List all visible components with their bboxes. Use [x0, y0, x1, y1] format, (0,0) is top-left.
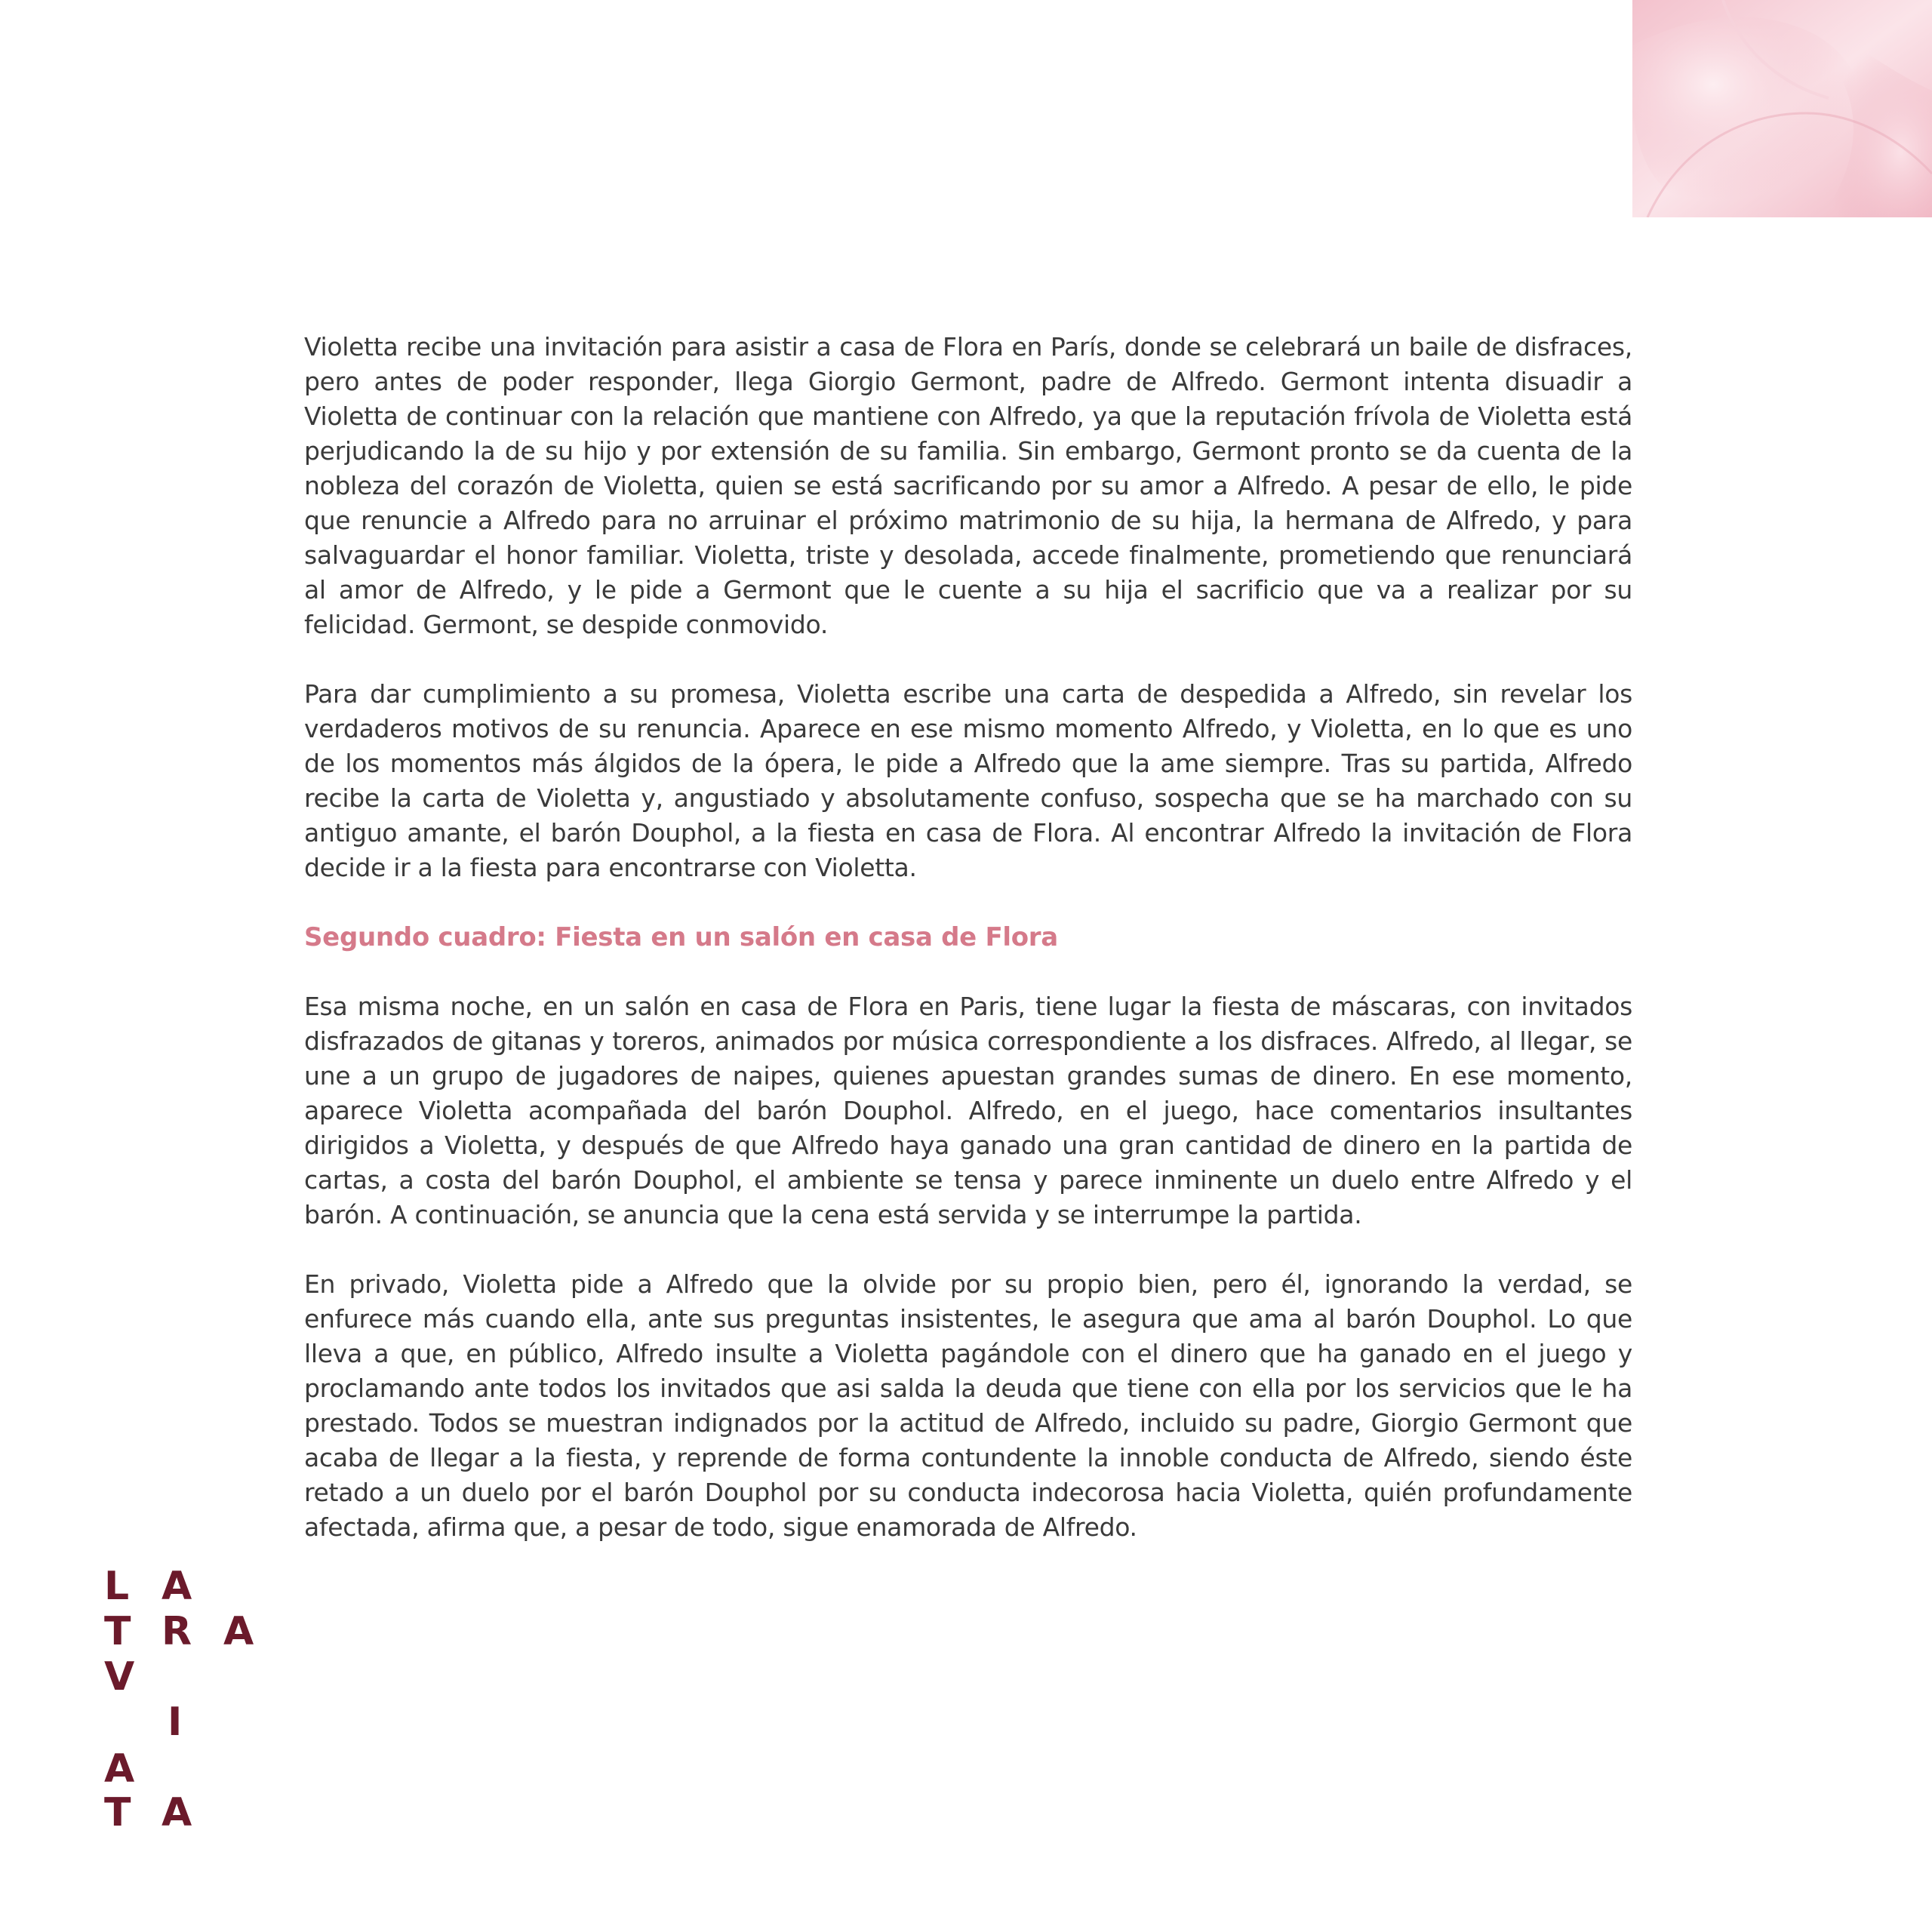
logo-letter: A — [162, 1790, 192, 1835]
logo-letter: T — [104, 1790, 131, 1835]
rose-petal-image — [1632, 0, 1932, 217]
logo-letter: A — [223, 1609, 254, 1654]
logo-letter: V — [104, 1654, 135, 1700]
section-heading: Segundo cuadro: Fiesta en un salón en casa de Flora — [304, 922, 1058, 952]
logo-letter: A — [162, 1564, 192, 1609]
paragraph-3: Esa misma noche, en un salón en casa de Flora en Paris, tiene lugar la fiesta de máscaras, con invitados disfrazados de gitanas y toreros, animados por música correspondiente a los disfraces. Alfredo, al llegar, se une a un grupo de jugadores de naipes, quienes apuestan grandes sumas de dinero. En ese momento, aparece Violetta acompañada del barón Douphol. Alfredo, en el juego, hace comentarios insultantes dirigidos a Violetta, y después de que Alfredo haya ganado una gran cantidad de dinero en la partida de cartas, a costa del barón Douphol, el ambiente se tensa y parece inminente un duelo entre Alfredo y el barón. A continuación, se anuncia que la cena está servida y se interrumpe la partida. — [304, 992, 1632, 1229]
la-traviata-logo — [104, 1564, 285, 1843]
paragraph-4: En privado, Violetta pide a Alfredo que la olvide por su propio bien, pero él, ignorando la verdad, se enfurece más cuando ella, ante sus preguntas insistentes, le asegura que ama al barón Douphol. Lo que lleva a que, en público, Alfredo insulte a Violetta pagándole con el dinero que ha ganado en el juego y proclamando ante todos los invitados que asi salda la deuda que tiene con ella por los servicios que le ha prestado. Todos se muestran indignados por la actitud de Alfredo, incluido su padre, Giorgio Germont que acaba de llegar a la fiesta, y reprende de forma contundente la innoble conducta de Alfredo, siendo éste retado a un duelo por el barón Douphol por su conducta indecorosa hacia Violetta, quién profundamente afectada, afirma que, a pesar de todo, sigue enamorada de Alfredo. — [304, 1269, 1632, 1542]
paragraph-2: Para dar cumplimiento a su promesa, Violetta escribe una carta de despedida a Alfredo, sin revelar los verdaderos motivos de su renuncia. Aparece en ese mismo momento Alfredo, y Violetta, en lo que es uno de los momentos más álgidos de la ópera, le pide a Alfredo que la ame siempre. Tras su partida, Alfredo recibe la carta de Violetta y, angustiado y absolutamente confuso, sospecha que se ha marchado con su antiguo amante, el barón Douphol, a la fiesta en casa de Flora. Al encontrar Alfredo la invitación de Flora decide ir a la fiesta para encontrarse con Violetta. — [304, 679, 1632, 882]
logo-letter: R — [162, 1609, 192, 1654]
logo-letter: L — [104, 1564, 130, 1609]
logo-letter: T — [104, 1609, 131, 1654]
paragraph-1: Violetta recibe una invitación para asistir a casa de Flora en París, donde se celebrará un baile de disfraces, pero antes de poder responder, llega Giorgio Germont, padre de Alfredo. Germont intenta disuadir a Violetta de continuar con la relación que mantiene con Alfredo, ya que la reputación frívola de Violetta está perjudicando la de su hijo y por extensión de su familia. Sin embargo, Germont pronto se da cuenta de la nobleza del corazón de Violetta, quien se está sacrificando por su amor a Alfredo. A pesar de ello, le pide que renuncie a Alfredo para no arruinar el próximo matrimonio de su hija, la hermana de Alfredo, y para salvaguardar el honor familiar. Violetta, triste y desolada, accede finalmente, prometiendo que renunciará al amor de Alfredo, y le pide a Germont que le cuente a su hija el sacrificio que va a realizar por su felicidad. Germont, se despide conmovido. — [304, 332, 1632, 639]
article-body — [304, 330, 1632, 1580]
logo-letter: I — [168, 1700, 183, 1745]
logo-letter: A — [104, 1746, 135, 1792]
